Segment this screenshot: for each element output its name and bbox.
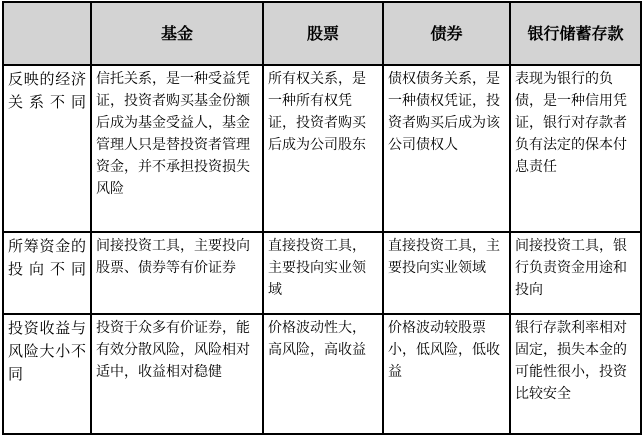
cell-bank-deposit: 表现为银行的负债，是一种信用凭证，银行对存款者负有法定的保本付息责任	[510, 65, 641, 232]
table-row	[3, 65, 641, 232]
cell-stock: 直接投资工具，主要投向实业领域	[263, 232, 383, 314]
cell-stock: 所有权关系，是一种所有权凭证，投资者购买后成为公司股东	[263, 65, 383, 232]
cell-bank-deposit: 银行存款利率相对固定，损失本金的可能性很小，投资比较安全	[510, 314, 641, 434]
cell-bond: 债权债务关系，是一种债权凭证，投资者购买后成为该公司债权人	[383, 65, 510, 232]
header-fund: 基金	[91, 2, 263, 65]
table-row	[3, 314, 641, 434]
header-bank-deposit: 银行储蓄存款	[510, 2, 641, 65]
table-row	[3, 232, 641, 314]
row-label-fund-direction: 所筹资金的投向不同	[3, 232, 91, 314]
row-label-economic-relation: 反映的经济关系不同	[3, 65, 91, 232]
cell-fund: 间接投资工具，主要投向股票、债券等有价证券	[91, 232, 263, 314]
header-row	[3, 2, 641, 65]
cell-stock: 价格波动性大，高风险，高收益	[263, 314, 383, 434]
header-corner-cell	[3, 2, 91, 65]
cell-bank-deposit: 间接投资工具，银行负责资金用途和投向	[510, 232, 641, 314]
header-stock: 股票	[263, 2, 383, 65]
cell-fund: 信托关系，是一种受益凭证，投资者购买基金份额后成为基金受益人，基金管理人只是替投资者管理资金，并不承担投资损失风险	[91, 65, 263, 232]
cell-bond: 价格波动较股票小，低风险，低收益	[383, 314, 510, 434]
cell-fund: 投资于众多有价证券，能有效分散风险，风险相对适中，收益相对稳健	[91, 314, 263, 434]
cell-bond: 直接投资工具，主要投向实业领域	[383, 232, 510, 314]
comparison-table	[2, 1, 642, 435]
row-label-return-risk: 投资收益与风险大小不同	[3, 314, 91, 434]
header-bond: 债券	[383, 2, 510, 65]
